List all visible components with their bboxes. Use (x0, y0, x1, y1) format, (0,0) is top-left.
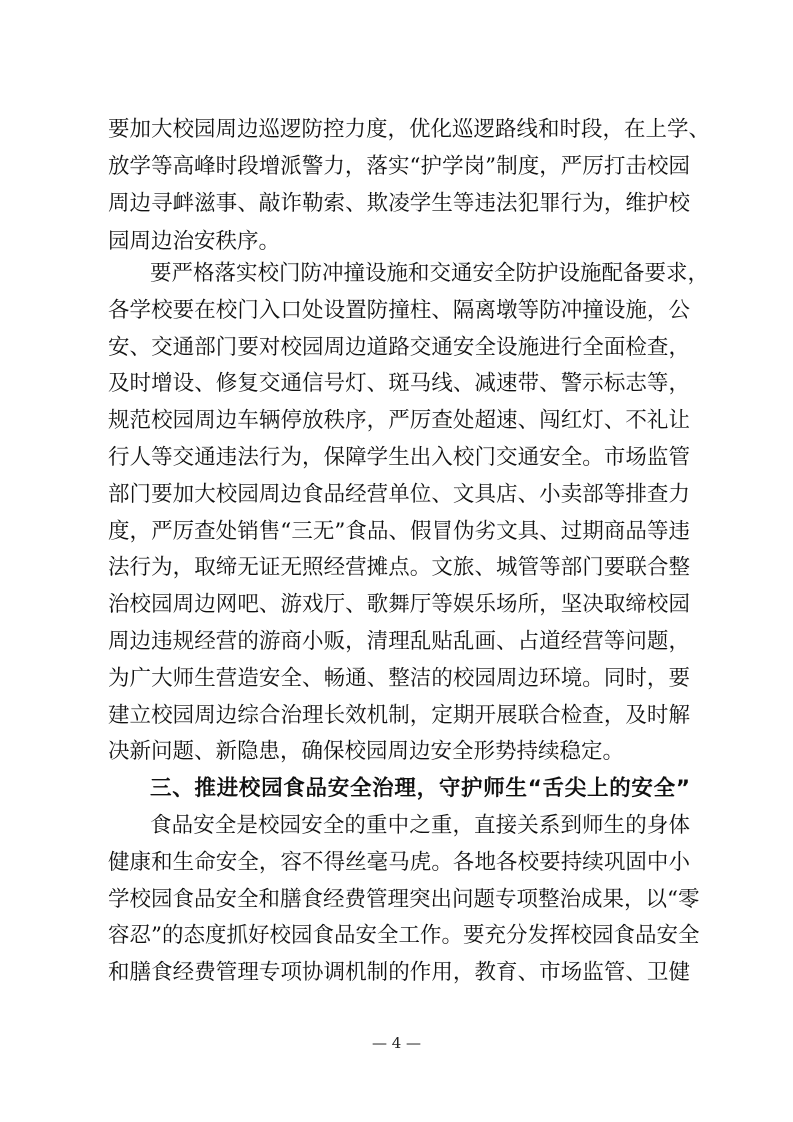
body-text-line: 健康和生命安全，容不得丝毫马虎。各地各校要持续巩固中小 (108, 850, 690, 875)
body-text-line: 和膳食经费管理专项协调机制的作用，教育、市场监管、卫健 (108, 960, 690, 985)
body-text-line: 治校园周边网吧、游戏厅、歌舞厅等娱乐场所，坚决取缔校园 (108, 592, 690, 617)
body-text-line: 容忍”的态度抓好校园食品安全工作。要充分发挥校园食品安全 (108, 923, 700, 948)
body-text-line: 为广大师生营造安全、畅通、整洁的校园周边环境。同时，要 (108, 666, 690, 691)
body-text-line: 学校园食品安全和膳食经费管理突出问题专项整治成果，以“零 (108, 887, 700, 912)
body-text-line: 建立校园周边综合治理长效机制，定期开展联合检查，及时解 (108, 703, 690, 728)
body-text-line: 及时增设、修复交通信号灯、斑马线、减速带、警示标志等， (108, 371, 690, 396)
body-text-line: 要加大校园周边巡逻防控力度，优化巡逻路线和时段，在上学、 (108, 117, 711, 142)
section-heading: 三、推进校园食品安全治理，守护师生“舌尖上的安全” (150, 776, 690, 801)
body-text-line: 要严格落实校门防冲撞设施和交通安全防护设施配备要求， (150, 261, 710, 286)
body-text-line: 部门要加大校园周边食品经营单位、文具店、小卖部等排查力 (108, 482, 690, 507)
body-text-line: 园周边治安秩序。 (108, 229, 281, 254)
body-text-line: 各学校要在校门入口处设置防撞柱、隔离墩等防冲撞设施，公 (108, 298, 690, 323)
body-text-line: 放学等高峰时段增派警力，落实“护学岗”制度，严厉打击校园 (108, 154, 690, 179)
body-text-line: 周边寻衅滋事、敲诈勒索、欺凌学生等违法犯罪行为，维护校 (108, 191, 690, 216)
body-text-line: 安、交通部门要对校园周边道路交通安全设施进行全面检查， (108, 335, 690, 360)
body-text-line: 度，严厉查处销售“三无”食品、假冒伪劣文具、过期商品等违 (108, 519, 690, 544)
body-text-line: 周边违规经营的游商小贩，清理乱贴乱画、占道经营等问题， (108, 629, 690, 654)
body-text-line: 规范校园周边车辆停放秩序，严厉查处超速、闯红灯、不礼让 (108, 408, 690, 433)
body-text-line: 食品安全是校园安全的重中之重，直接关系到师生的身体 (150, 813, 690, 838)
body-text-line: 决新问题、新隐患，确保校园周边安全形势持续稳定。 (108, 739, 625, 764)
body-text-line: 法行为，取缔无证无照经营摊点。文旅、城管等部门要联合整 (108, 555, 690, 580)
page-number: — 4 — (371, 1034, 422, 1052)
body-text-line: 行人等交通违法行为，保障学生出入校门交通安全。市场监管 (108, 445, 690, 470)
